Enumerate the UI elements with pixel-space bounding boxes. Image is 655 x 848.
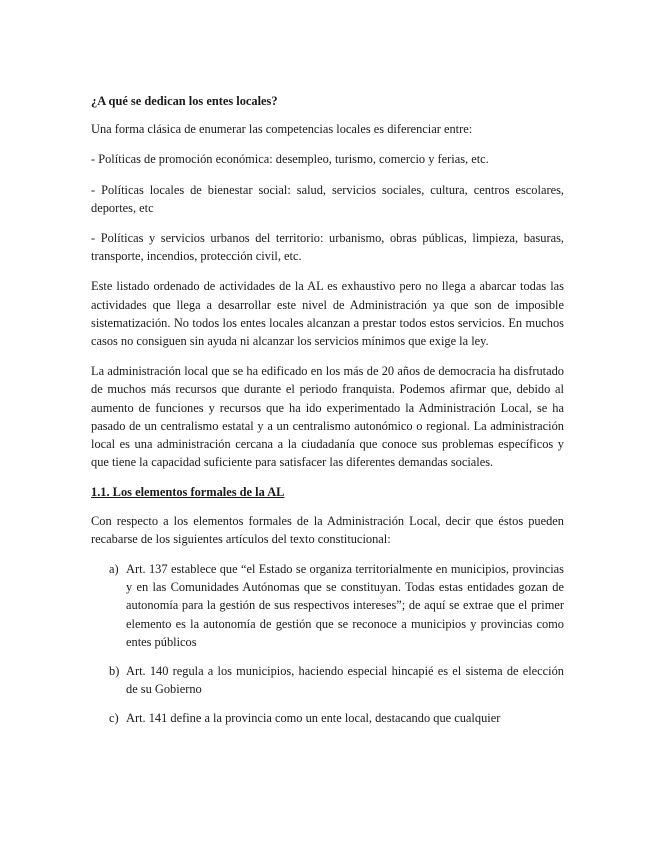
- list-item-text: Art. 137 establece que “el Estado se organiza territorialmente en municipios, provincias y en las Comunidades Autónomas que se constituyan. Todas estas entidades gozan de autonomía para la gestión de sus respectivos intereses”; de aquí se extrae que el primer elemento es la autonomía de gestión que se reconoce a municipios y provincias como entes públicos: [126, 562, 564, 649]
- paragraph-administracion: La administración local que se ha edificado en los más de 20 años de democracia ha disfrutado de muchos más recursos que durante el periodo franquista. Podemos afirmar que, debido al aumento de funciones y recursos que ha ido experimentado la Administración Local, se ha pasado de un centralismo estatal y a un centralismo autonómico o regional. La administración local es una administración cercana a la ciudadanía que conoce sus problemas específicos y que tiene la capacidad suficiente para satisfacer las diferentes demandas sociales.: [91, 364, 564, 470]
- list-item: [91, 709, 564, 727]
- list-item: [91, 662, 564, 698]
- list-marker: a): [109, 562, 119, 577]
- list-item-text: Art. 140 regula a los municipios, haciendo especial hincapié es el sistema de elección de su Gobierno: [126, 664, 564, 697]
- bullet-urban: - Políticas y servicios urbanos del territorio: urbanismo, obras públicas, limpieza, basuras, transporte, incendios, protección civil, etc.: [91, 231, 564, 264]
- section-title: 1.1. Los elementos formales de la AL: [91, 485, 285, 500]
- section-intro: Con respecto a los elementos formales de la Administración Local, decir que éstos pueden recabarse de los siguientes artículos del texto constitucional:: [91, 513, 564, 546]
- page-heading: ¿A qué se dedican los entes locales?: [91, 94, 278, 108]
- list-item-text: Art. 141 define a la provincia como un ente local, destacando que cualquier: [126, 711, 501, 726]
- list-item: [91, 560, 564, 651]
- list-marker: c): [109, 711, 119, 726]
- paragraph-listado: Este listado ordenado de actividades de la AL es exhaustivo pero no llega a abarcar todas las actividades que llega a desarrollar este nivel de Administración ya que son de imposible sistematización. No todos los entes locales alcanzan a prestar todos estos servicios. En muchos casos no consiguen sin ayuda ni alcanzar los servicios mínimos que exige la ley.: [91, 279, 564, 349]
- bullet-social: - Políticas locales de bienestar social: salud, servicios sociales, cultura, centros escolares, deportes, etc: [91, 182, 564, 215]
- intro-paragraph: Una forma clásica de enumerar las competencias locales es diferenciar entre:: [91, 122, 473, 137]
- list-marker: b): [109, 664, 120, 679]
- bullet-economic: - Políticas de promoción económica: desempleo, turismo, comercio y ferias, etc.: [91, 152, 489, 167]
- document-page: [91, 92, 564, 739]
- articles-list: [91, 560, 564, 728]
